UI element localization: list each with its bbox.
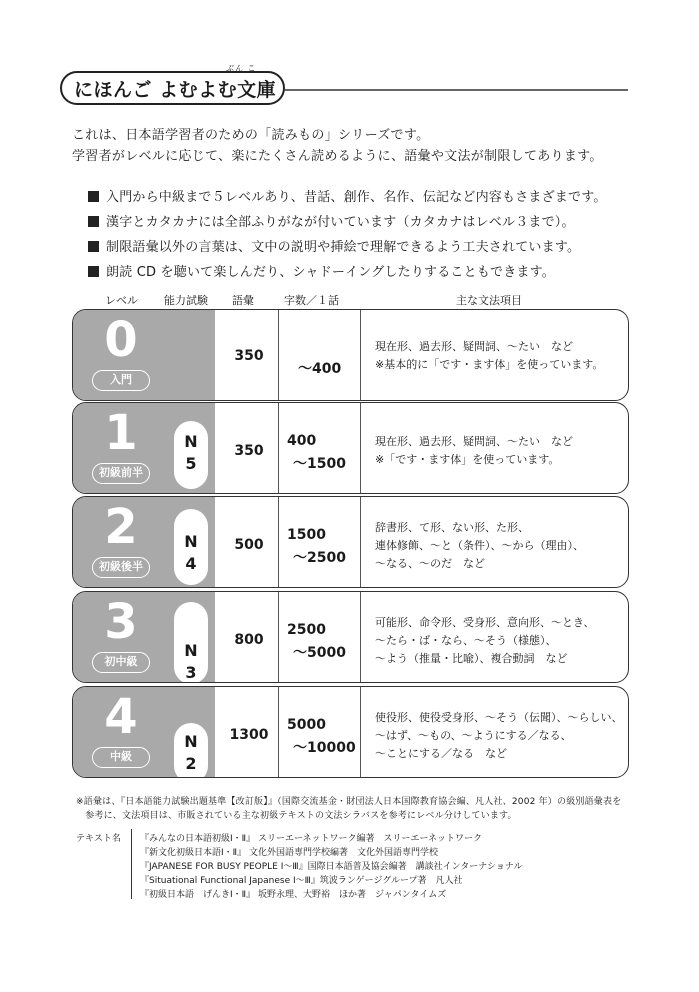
col-header-level: レベル: [105, 294, 138, 307]
char-count-from: 1500: [287, 527, 326, 543]
char-count-from: 400: [287, 433, 317, 449]
grammar-line: ～たら・ば・なら、～そう（様態）、: [375, 634, 557, 647]
vocab-count: 800: [234, 632, 264, 648]
level-row-3: [72, 591, 629, 683]
level-number: 4: [104, 689, 138, 745]
col-header-chars: 字数／１話: [284, 294, 339, 307]
intro-line: これは、日本語学習者のための「読みもの」シリーズです。: [72, 128, 430, 143]
char-count-from: 5000: [287, 717, 326, 733]
grammar-line: 現在形、過去形、疑問詞、～たい など: [375, 340, 573, 353]
level-number: 3: [104, 594, 138, 650]
col-header-grammar: 主な文法項目: [456, 294, 522, 307]
grammar-line: 可能形、命令形、受身形、意向形、～とき、: [375, 616, 595, 629]
jlpt-badge: N 4: [174, 509, 208, 585]
level-label: 初中級: [92, 652, 150, 673]
vocab-count: 350: [234, 443, 264, 459]
text-item: 『JAPANESE FOR BUSY PEOPLE Ⅰ～Ⅲ』国際日本語普及協会編著 講談社インターナショナル: [140, 862, 523, 872]
level-label: 中級: [92, 747, 150, 768]
footnote: ※語彙は、『日本語能力試験出題基準【改訂版】』（国際交流基金・財団法人日本国際教育協会編、凡人社、2002 年）の級別語彙表を: [76, 797, 622, 807]
col-header-vocab: 語彙: [232, 294, 254, 307]
level-number: 0: [104, 312, 138, 368]
text-item: 『新文化初級日本語Ⅰ・Ⅱ』 文化外国語専門学校編著 文化外国語専門学校: [140, 848, 438, 858]
intro-line: 学習者がレベルに応じて、楽にたくさん読めるように、語彙や文法が制限してあります。: [72, 149, 603, 164]
char-count-to: ～5000: [293, 645, 346, 661]
char-count: ～400: [298, 361, 342, 377]
char-count-to: ～10000: [293, 740, 356, 756]
level-row-0: [72, 309, 629, 401]
jlpt-badge: N 5: [174, 421, 208, 489]
level-number: 1: [104, 405, 138, 461]
bullet-item: 朗読 CD を聴いて楽しんだり、シャドーイングしたりすることもできます。: [88, 261, 555, 280]
grammar-line: 連体修飾、～と（条件）、～から（理由）、: [375, 539, 584, 552]
bullet-item: 入門から中級まで５レベルあり、昔話、創作、名作、伝記など内容もさまざまです。: [88, 186, 607, 205]
text-item: 『みんなの日本語初級Ⅰ・Ⅱ』 スリーエーネットワーク編著 スリーエーネットワーク: [140, 834, 483, 844]
char-count-to: ～2500: [293, 550, 346, 566]
level-label: 入門: [92, 370, 150, 391]
grammar-line: 現在形、過去形、疑問詞、～たい など: [375, 435, 573, 448]
level-row-1: [72, 402, 629, 494]
texts-label: テキスト名: [76, 834, 121, 844]
col-header-jlpt: 能力試験: [164, 294, 208, 307]
level-label: 初級前半: [92, 463, 150, 484]
vocab-count: 350: [234, 348, 264, 364]
square-bullet-icon: [88, 191, 99, 202]
title-rule: [285, 89, 628, 91]
page-title: にほんご よむよむ文庫: [74, 79, 277, 101]
grammar-line: ～ことにする／なる など: [375, 747, 507, 760]
level-number: 2: [104, 499, 138, 555]
char-count-to: ～1500: [293, 456, 346, 472]
grammar-line: 使役形、使役受身形、～そう（伝聞）、～らしい、: [375, 711, 623, 724]
texts-divider: [131, 829, 132, 899]
level-label: 初級後半: [92, 557, 150, 578]
grammar-line: ～なる、～のだ など: [375, 557, 485, 570]
square-bullet-icon: [88, 216, 99, 227]
grammar-line: ～はず、～もの、～ようにする／なる、: [375, 729, 572, 742]
grammar-line: 辞書形、て形、ない形、た形、: [375, 521, 529, 534]
level-row-4: [72, 686, 629, 778]
square-bullet-icon: [88, 266, 99, 277]
level-row-2: [72, 496, 629, 588]
jlpt-badge: N 2: [174, 723, 208, 778]
footnote: 参考に、文法項目は、市販されている主な初級テキストの文法シラバスを参考にレベル分けしています。: [76, 811, 517, 821]
jlpt-badge: N 3: [174, 602, 208, 683]
text-item: 『Situational Functional Japanese Ⅰ～Ⅲ』筑波ランゲージグループ著 凡人社: [140, 876, 463, 886]
bullet-item: 漢字とカタカナには全部ふりがなが付いています（カタカナはレベル３まで）。: [88, 211, 575, 230]
title-ruby: ぶん こ: [226, 64, 257, 73]
vocab-count: 1300: [229, 727, 269, 743]
grammar-line: ※基本的に「です・ます体」を使っています。: [375, 358, 604, 371]
text-item: 『初級日本語 げんきⅠ・Ⅱ』 坂野永理、大野裕 ほか著 ジャパンタイムズ: [140, 890, 447, 900]
bullet-item: 制限語彙以外の言葉は、文中の説明や挿絵で理解できるよう工夫されています。: [88, 236, 580, 255]
grammar-line: ～よう（推量・比喩）、複合動詞 など: [375, 652, 568, 665]
grammar-line: ※「です・ます体」を使っています。: [375, 453, 560, 466]
char-count-from: 2500: [287, 622, 326, 638]
square-bullet-icon: [88, 241, 99, 252]
vocab-count: 500: [234, 537, 264, 553]
